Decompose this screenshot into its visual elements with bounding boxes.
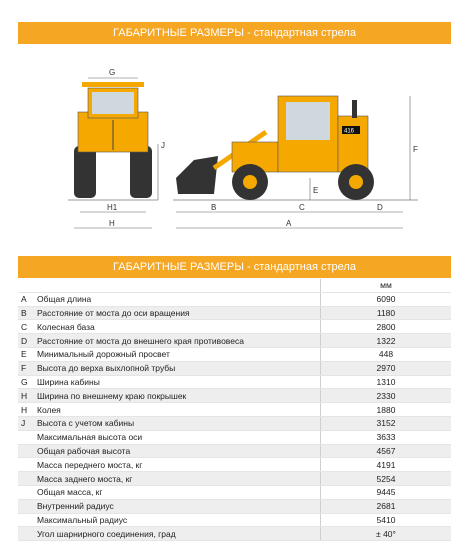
row-label: Колея xyxy=(34,403,321,417)
row-code: A xyxy=(18,292,34,306)
loader-front-view-image xyxy=(68,82,158,200)
row-value: 4191 xyxy=(321,458,452,472)
table-row xyxy=(18,375,451,389)
row-label: Масса переднего моста, кг xyxy=(34,458,321,472)
dimension-label-h1: H1 xyxy=(107,203,118,212)
dimension-label-e: E xyxy=(313,186,319,195)
table-row xyxy=(18,292,451,306)
dimension-label-g: G xyxy=(109,68,116,77)
row-value: ± 40° xyxy=(321,527,452,541)
row-code xyxy=(18,458,34,472)
row-label: Общая масса, кг xyxy=(34,485,321,499)
row-code xyxy=(18,513,34,527)
table-title-banner xyxy=(18,256,451,278)
dimension-label-j: J xyxy=(161,141,165,150)
row-code: F xyxy=(18,361,34,375)
row-value: 5254 xyxy=(321,472,452,486)
dimensions-table xyxy=(18,279,451,541)
dimension-label-f: F xyxy=(413,145,418,154)
unit-label: мм xyxy=(321,279,452,292)
row-value: 6090 xyxy=(321,292,452,306)
row-code xyxy=(18,472,34,486)
row-code xyxy=(18,499,34,513)
row-value: 3633 xyxy=(321,430,452,444)
table-row xyxy=(18,403,451,417)
table-row xyxy=(18,527,451,541)
table-row xyxy=(18,389,451,403)
table-row xyxy=(18,458,451,472)
row-code xyxy=(18,485,34,499)
row-value: 2800 xyxy=(321,320,452,334)
row-label: Внутренний радиус xyxy=(34,499,321,513)
row-value: 1310 xyxy=(321,375,452,389)
row-code: E xyxy=(18,347,34,361)
model-badge: 416 xyxy=(344,128,355,135)
table-row xyxy=(18,306,451,320)
row-code: J xyxy=(18,416,34,430)
table-row xyxy=(18,347,451,361)
row-label: Ширина кабины xyxy=(34,375,321,389)
row-code xyxy=(18,430,34,444)
table-row xyxy=(18,361,451,375)
row-label: Общая рабочая высота xyxy=(34,444,321,458)
loader-dimension-drawing xyxy=(18,60,451,245)
row-value: 4567 xyxy=(321,444,452,458)
row-label: Максимальный радиус xyxy=(34,513,321,527)
dimension-label-h: H xyxy=(109,219,115,228)
row-code: D xyxy=(18,334,34,348)
row-label: Общая длина xyxy=(34,292,321,306)
table-row xyxy=(18,334,451,348)
table-row xyxy=(18,513,451,527)
table-row xyxy=(18,444,451,458)
row-value: 2681 xyxy=(321,499,452,513)
header-banner xyxy=(18,22,451,44)
row-label: Расстояние от моста до внешнего края противовеса xyxy=(34,334,321,348)
row-value: 2330 xyxy=(321,389,452,403)
table-row xyxy=(18,499,451,513)
row-value: 448 xyxy=(321,347,452,361)
row-label: Максимальная высота оси xyxy=(34,430,321,444)
table-row xyxy=(18,430,451,444)
row-label: Ширина по внешнему краю покрышек xyxy=(34,389,321,403)
row-label: Минимальный дорожный просвет xyxy=(34,347,321,361)
dimension-label-d: D xyxy=(377,203,383,212)
row-code: H xyxy=(18,389,34,403)
row-code: G xyxy=(18,375,34,389)
dimension-label-b: B xyxy=(211,203,217,212)
row-code xyxy=(18,444,34,458)
dimension-label-c: C xyxy=(299,203,305,212)
row-value: 3152 xyxy=(321,416,452,430)
row-code: B xyxy=(18,306,34,320)
dimension-label-a: A xyxy=(286,219,292,228)
row-label: Расстояние от моста до оси вращения xyxy=(34,306,321,320)
table-row xyxy=(18,472,451,486)
unit-row xyxy=(18,279,451,292)
loader-side-view-image xyxy=(173,96,418,200)
row-label: Колесная база xyxy=(34,320,321,334)
row-value: 2970 xyxy=(321,361,452,375)
row-code: C xyxy=(18,320,34,334)
table-row xyxy=(18,320,451,334)
table-title: ГАБАРИТНЫЕ РАЗМЕРЫ - стандартная стрела xyxy=(113,261,356,273)
row-value: 5410 xyxy=(321,513,452,527)
row-value: 1322 xyxy=(321,334,452,348)
row-label: Высота до верха выхлопной трубы xyxy=(34,361,321,375)
row-value: 1180 xyxy=(321,306,452,320)
table-row xyxy=(18,416,451,430)
header-title: ГАБАРИТНЫЕ РАЗМЕРЫ - стандартная стрела xyxy=(113,27,356,39)
row-label: Угол шарнирного соединения, град xyxy=(34,527,321,541)
row-value: 1880 xyxy=(321,403,452,417)
row-code: H xyxy=(18,403,34,417)
row-value: 9445 xyxy=(321,485,452,499)
row-label: Высота с учетом кабины xyxy=(34,416,321,430)
row-code xyxy=(18,527,34,541)
table-row xyxy=(18,485,451,499)
row-label: Масса заднего моста, кг xyxy=(34,472,321,486)
